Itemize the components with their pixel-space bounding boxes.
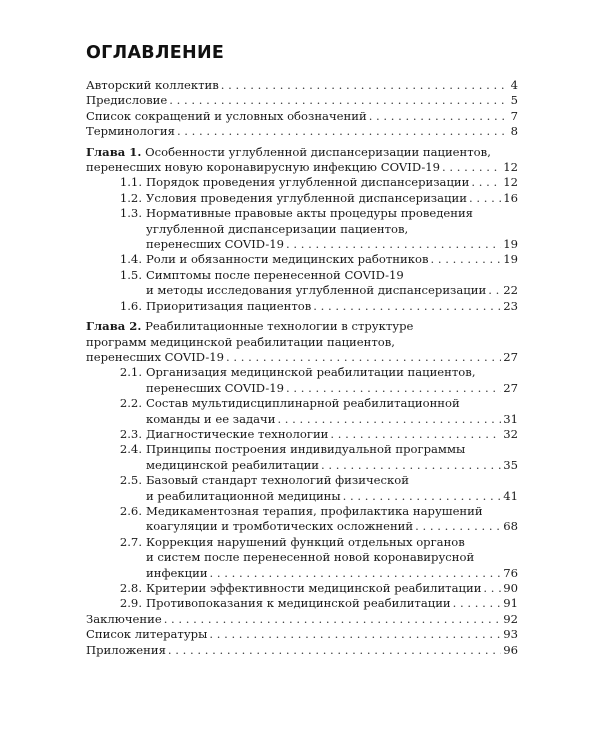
leader-dots [313, 299, 501, 314]
section-title-line: Коррекция нарушений функций отдельных органов [146, 534, 465, 549]
toc-entry-page: 4 [510, 78, 518, 92]
toc-entry-page: 31 [503, 411, 518, 426]
toc-entry-title: Предисловие [86, 93, 168, 108]
toc-entry-page: 27 [503, 349, 518, 364]
section-title-line: Организация медицинской реабилитации пациентов, [146, 365, 476, 380]
toc-section-2-3[interactable] [86, 427, 518, 442]
toc-entry-page: 91 [503, 596, 518, 611]
section-title-line: Базовый стандарт технологий физической [146, 473, 409, 488]
toc-entry-conclusion[interactable] [86, 612, 518, 627]
toc-entry-page: 16 [503, 190, 518, 205]
toc-entry-page: 41 [503, 488, 518, 503]
toc-entry-appendices[interactable] [86, 643, 518, 658]
toc-section-2-4[interactable] [86, 442, 518, 473]
toc-entry-page: 8 [510, 124, 518, 139]
toc-entry-title: Список литературы [86, 627, 208, 642]
page-title: ОГЛАВЛЕНИЕ [86, 43, 225, 63]
toc-entry-abbreviations[interactable] [86, 109, 518, 124]
toc-entry-title: Авторский коллектив [86, 78, 219, 92]
section-number: 2.2. [119, 396, 142, 411]
leader-dots [431, 252, 502, 267]
section-title-line: Нормативные правовые акты процедуры проведения [146, 206, 473, 221]
leader-dots [164, 612, 502, 627]
section-number: 2.9. [119, 596, 142, 611]
toc-section-2-2[interactable] [86, 396, 518, 427]
toc-section-2-5[interactable] [86, 473, 518, 504]
toc-entry-page: 22 [503, 283, 518, 298]
toc-entry-page: 35 [503, 457, 518, 472]
toc-entry-title: Заключение [86, 611, 162, 626]
toc-section-2-1[interactable] [86, 365, 518, 396]
section-number: 2.5. [119, 473, 142, 488]
leader-dots [343, 489, 502, 504]
leader-dots [442, 160, 501, 175]
leader-dots [415, 519, 501, 534]
section-number: 2.7. [119, 534, 142, 549]
toc-section-1-1[interactable] [86, 175, 518, 190]
section-title-line: Принципы построения индивидуальной программы [146, 442, 466, 457]
toc-entry-preface[interactable] [86, 93, 518, 108]
toc-entry-page: 27 [503, 380, 518, 395]
toc-entry-title: Приложения [86, 642, 166, 657]
leader-dots [321, 458, 501, 473]
toc-entry-page: 92 [503, 611, 518, 626]
toc-section-1-5[interactable] [86, 268, 518, 299]
section-number: 2.4. [119, 442, 142, 457]
toc-section-1-4[interactable] [86, 252, 518, 267]
chapter-label: Глава 2. [86, 319, 142, 334]
section-number: 2.6. [119, 503, 142, 518]
leader-dots [277, 412, 501, 427]
toc-entry-page: 68 [503, 519, 518, 534]
toc-entry-page: 12 [503, 160, 518, 175]
toc-chapter-2[interactable] [86, 319, 518, 365]
chapter-title-line: перенесших COVID-19 [86, 349, 224, 364]
leader-dots [453, 596, 502, 611]
toc-section-2-6[interactable] [86, 504, 518, 535]
section-number: 2.8. [119, 581, 142, 595]
toc-entry-terminology[interactable] [86, 124, 518, 139]
section-number: 1.1. [119, 175, 142, 190]
toc-page [86, 42, 518, 658]
section-title-line: углубленной диспансеризации пациентов, [146, 221, 409, 236]
chapter-label: Глава 1. [86, 144, 142, 159]
section-title-line: Противопоказания к медицинской реабилитации [146, 596, 451, 611]
section-title-line: и реабилитационной медицины [146, 488, 341, 503]
toc-entry-title: Терминология [86, 124, 175, 139]
toc-entry-page: 32 [503, 426, 518, 441]
section-title-line: Приоритизация пациентов [146, 298, 312, 313]
leader-dots [286, 381, 501, 396]
leader-dots [488, 283, 501, 298]
section-number: 2.3. [119, 426, 142, 441]
toc-entry-authors[interactable] [86, 78, 518, 93]
toc-chapter-1[interactable] [86, 145, 518, 176]
leader-dots [168, 643, 501, 658]
section-title-line: коагуляции и тромботических осложнений [146, 519, 414, 534]
toc-entry-page: 93 [503, 627, 518, 642]
leader-dots [169, 93, 508, 108]
toc-entry-page: 23 [503, 298, 518, 313]
leader-dots [210, 566, 502, 581]
section-title-line: Условия проведения углубленной диспансеризации [146, 190, 467, 205]
section-number: 1.4. [119, 252, 142, 267]
toc-entry-title: Список сокращений и условных обозначений [86, 108, 367, 123]
section-title-line: Медикаментозная терапия, профилактика нарушений [146, 503, 483, 518]
toc-entry-page: 7 [510, 108, 518, 123]
leader-dots [209, 627, 501, 642]
leader-dots [177, 124, 509, 139]
toc-entry-page: 5 [510, 93, 518, 108]
leader-dots [369, 109, 509, 124]
section-title-line: медицинской реабилитации [146, 457, 320, 472]
section-number: 1.6. [119, 298, 142, 313]
section-title-line: Состав мультидисциплинарной реабилитационной [146, 396, 460, 411]
toc-section-1-3[interactable] [86, 206, 518, 252]
toc-section-2-9[interactable] [86, 596, 518, 611]
section-number: 1.5. [119, 267, 142, 282]
toc-entry-references[interactable] [86, 627, 518, 642]
leader-dots [286, 237, 501, 252]
section-title-line: команды и ее задачи [146, 411, 276, 426]
toc-entry-page: 19 [503, 237, 518, 252]
toc-section-2-7[interactable] [86, 535, 518, 581]
toc-entry-page: 19 [503, 252, 518, 267]
section-title-line: и методы исследования углубленной диспансеризации [146, 283, 487, 298]
section-number: 1.3. [119, 206, 142, 221]
leader-dots [471, 175, 501, 190]
section-number: 1.2. [119, 190, 142, 205]
toc-section-2-8[interactable] [86, 581, 518, 596]
chapter-title-line: Особенности углубленной диспансеризации пациентов, [145, 144, 491, 159]
section-title-line: Роли и обязанности медицинских работников [146, 252, 429, 267]
section-title-line: и систем после перенесенной новой коронавирусной [146, 550, 475, 565]
section-title-line: перенесших COVID-19 [146, 380, 284, 395]
toc-section-1-2[interactable] [86, 191, 518, 206]
section-title-line: Порядок проведения углубленной диспансеризации [146, 175, 470, 190]
leader-dots [330, 427, 501, 442]
toc-section-1-6[interactable] [86, 299, 518, 314]
table-of-contents [86, 78, 518, 658]
toc-entry-page: 12 [503, 175, 518, 190]
leader-dots [483, 581, 501, 596]
section-number: 2.1. [119, 365, 142, 380]
section-title-line: перенесших COVID-19 [146, 237, 284, 252]
leader-dots [226, 350, 501, 365]
section-title-line: Критерии эффективности медицинской реабилитации [146, 581, 482, 595]
leader-dots [469, 191, 501, 206]
toc-entry-page: 76 [503, 565, 518, 580]
section-title-line: инфекции [146, 565, 208, 580]
leader-dots [221, 78, 509, 93]
chapter-title-line: перенесших новую коронавирусную инфекцию COVID-19 [86, 160, 441, 175]
toc-entry-page: 90 [503, 581, 518, 595]
chapter-title-line: Реабилитационные технологии в структуре [145, 319, 414, 334]
toc-entry-page: 96 [503, 642, 518, 657]
section-title-line: Диагностические технологии [146, 426, 329, 441]
chapter-title-line: программ медицинской реабилитации пациентов, [86, 334, 395, 349]
section-title-line: Симптомы после перенесенной COVID-19 [146, 267, 404, 282]
